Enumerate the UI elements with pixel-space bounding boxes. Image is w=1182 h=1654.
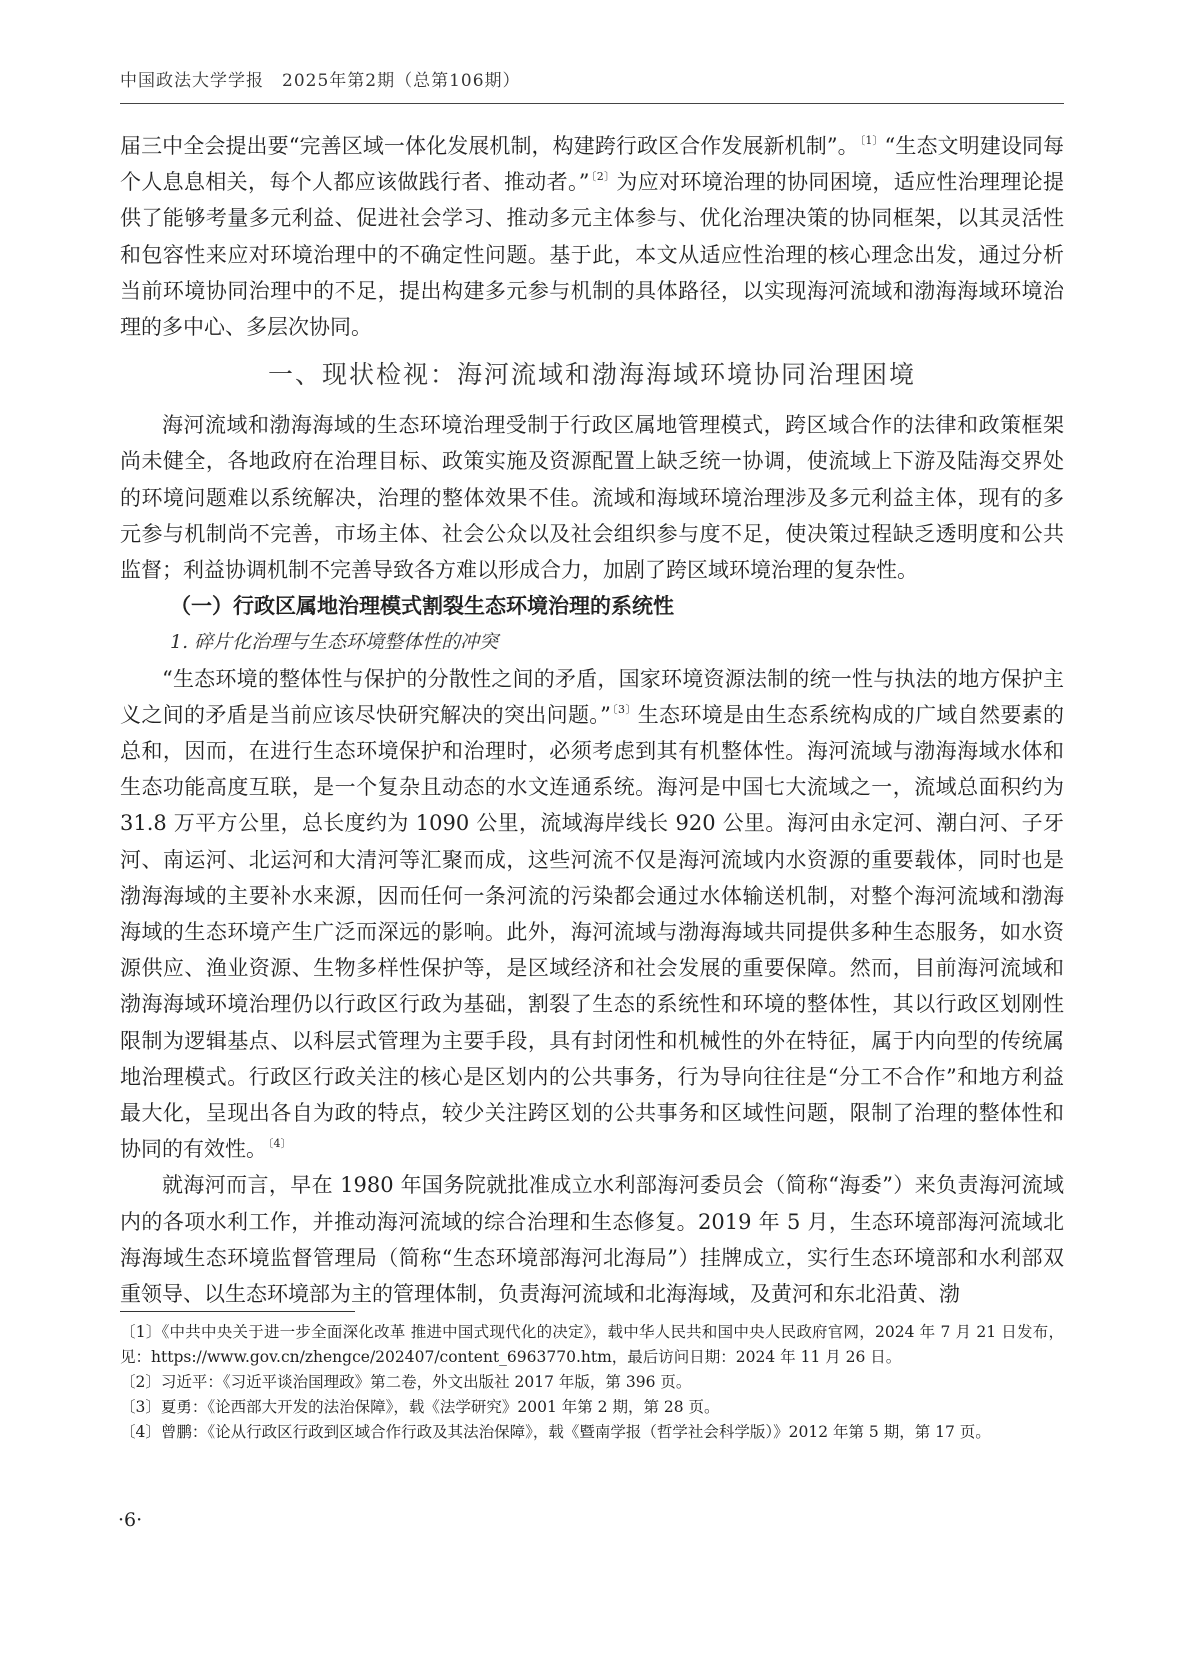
subsubsection-title: 1. 碎片化治理与生态环境整体性的冲突 <box>170 631 499 654</box>
subsection-title: （一）行政区属地治理模式割裂生态环境治理的系统性 <box>170 594 674 619</box>
text-run: “生态文明建设同每个人息息相关，每个人都应该做践行者、推动者。” <box>120 134 1064 195</box>
footnote: 〔2〕习近平：《习近平谈治国理政》第二卷，外文出版社 2017 年版，第 396 页。 <box>120 1373 692 1391</box>
footnote-ref[interactable]: 〔1〕 <box>859 134 884 147</box>
section-title: 一、现状检视：海河流域和渤海海域环境协同治理困境 <box>267 360 916 390</box>
footnote: 〔1〕《中共中央关于进一步全面深化改革 推进中国式现代化的决定》，载中华人民共和国中央人民政府官网，2024 年 7 月 21 日发布，见：https://www.gov.cn/zhengce/202407/content_6963770.htm，最后访问日期：2024 年 11 月 26 日。 <box>120 1323 1064 1366</box>
page-number: ·6· <box>118 1509 143 1531</box>
paragraph-4: 就海河而言，早在 1980 年国务院就批准成立水利部海河委员会（简称“海委”）来负责海河流域内的各项水利工作，并推动海河流域的综合治理和生态修复。2019 年 5 月，生态环境部海河流域北海海域生态环境监督管理局（简称“生态环境部海河北海局”）挂牌成立，实行生态环境部和水利部双重领导、以生态环境部为主的管理体制，负责海河流域和北海海域，及黄河和东北沿黄、渤 <box>120 1173 1064 1307</box>
paragraph-1 <box>120 128 1064 345</box>
text-run: “生态环境的整体性与保护的分散性之间的矛盾，国家环境资源法制的统一性与执法的地方保护主义之间的矛盾是当前应该尽快研究解决的突出问题。” <box>120 666 1064 727</box>
footnote: 〔4〕曾鹏：《论从行政区行政到区域合作行政及其法治保障》，载《暨南学报（哲学社会科学版）》2012 年第 5 期，第 17 页。 <box>120 1423 991 1441</box>
footnote-ref[interactable]: 〔2〕 <box>590 170 616 184</box>
running-header: 中国政法大学学报 2025年第2期（总第106期） <box>120 71 521 91</box>
footnote-rule <box>120 1311 355 1312</box>
footnote-ref[interactable]: 〔3〕 <box>611 702 637 716</box>
article-body <box>120 128 1064 1312</box>
text-run: 为应对环境治理的协同困境，适应性治理理论提供了能够考量多元利益、促进社会学习、推动多元主体参与、优化治理决策的协同框架，以其灵活性和包容性来应对环境治理中的不确定性问题。基于此，本文从适应性治理的核心理念出发，通过分析当前环境协同治理中的不足，提出构建多元参与机制的具体路径，以实现海河流域和渤海海域环境治理的多中心、多层次协同。 <box>120 170 1065 340</box>
paragraph-3 <box>120 661 1064 1168</box>
footnote: 〔3〕夏勇：《论西部大开发的法治保障》，载《法学研究》2001 年第 2 期，第 28 页。 <box>120 1398 720 1416</box>
text-run: 届三中全会提出要“完善区域一体化发展机制，构建跨行政区合作发展新机制”。 <box>120 134 859 158</box>
footnote-ref[interactable]: 〔4〕 <box>268 1137 292 1151</box>
footnotes <box>120 1320 1064 1445</box>
paragraph-2: 海河流域和渤海海域的生态环境治理受制于行政区属地管理模式，跨区域合作的法律和政策框架尚未健全，各地政府在治理目标、政策实施及资源配置上缺乏统一协调，使流域上下游及陆海交界处的环境问题难以系统解决，治理的整体效果不佳。流域和海域环境治理涉及多元利益主体，现有的多元参与机制尚不完善，市场主体、社会公众以及社会组织参与度不足，使决策过程缺乏透明度和公共监督；利益协调机制不完善导致各方难以形成合力，加剧了跨区域环境治理的复杂性。 <box>120 413 1064 583</box>
header-rule <box>120 103 1064 104</box>
text-run: 生态环境是由生态系统构成的广域自然要素的总和，因而，在进行生态环境保护和治理时，必须考虑到其有机整体性。海河流域与渤海海域水体和生态功能高度互联，是一个复杂且动态的水文连通系统。海河是中国七大流域之一，流域总面积约为 31.8 万平方公里，总长度约为 1090 公里，流域海岸线长 920 公里。海河由永定河、潮白河、子牙河、南运河、北运河和大清河等汇聚而成，这些河流不仅是海河流域内水资源的重要载体，同时也是渤海海域的主要补水来源，因而任何一条河流的污染都会通过水体输送机制，对整个海河流域和渤海海域的生态环境产生广泛而深远的影响。此外，海河流域与渤海海域共同提供多种生态服务，如水资源供应、渔业资源、生物多样性保护等，是区域经济和社会发展的重要保障。然而，目前海河流域和渤海海域环境治理仍以行政区行政为基础，割裂了生态的系统性和环境的整体性，其以行政区划刚性限制为逻辑基点、以科层式管理为主要手段，具有封闭性和机械性的外在特征，属于内向型的传统属地治理模式。行政区行政关注的核心是区划内的公共事务，行为导向往往是“分工不合作”和地方利益最大化，呈现出各自为政的特点，较少关注跨区划的公共事务和区域性问题，限制了治理的整体性和协同的有效性。 <box>120 702 1065 1162</box>
